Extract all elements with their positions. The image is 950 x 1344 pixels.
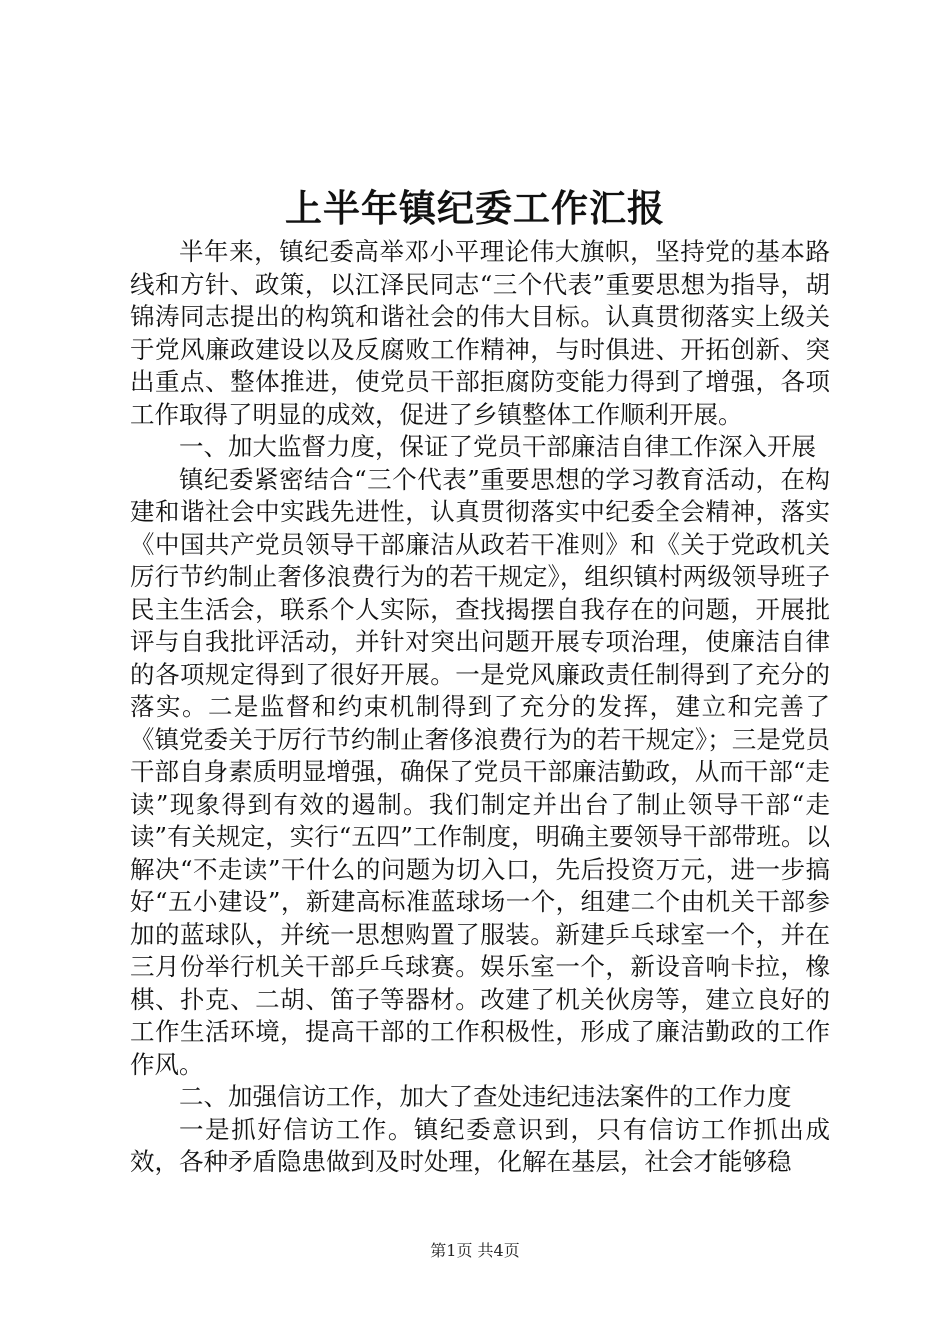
section-heading-2: 二、加强信访工作，加大了查处违纪违法案件的工作力度 [179, 1082, 792, 1111]
document-body [130, 236, 830, 1179]
document-title: 上半年镇纪委工作汇报 [285, 186, 665, 230]
section-2-paragraph: 一是抓好信访工作。镇纪委意识到，只有信访工作抓出成效，各种矛盾隐患做到及时处理，化解在基层，社会才能够稳 [130, 1114, 830, 1176]
page-number-footer: 第1页 共4页 [430, 1241, 520, 1260]
section-heading-1: 一、加大监督力度，保证了党员干部廉洁自律工作深入开展 [179, 432, 816, 461]
section-1-paragraph: 镇纪委紧密结合“三个代表”重要思想的学习教育活动，在构建和谐社会中实践先进性，认真贯彻落实中纪委全会精神，落实《中国共产党员领导干部廉洁从政若干准则》和《关于党政机关厉行节约制止奢侈浪费行为的若干规定》，组织镇村两级领导班子民主生活会，联系个人实际，查找揭摆自我存在的问题，开展批评与自我批评活动，并针对突出问题开展专项治理，使廉洁自律的各项规定得到了很好开展。一是党风廉政责任制得到了充分的落实。二是监督和约束机制得到了充分的发挥，建立和完善了《镇党委关于厉行节约制止奢侈浪费行为的若干规定》；三是党员干部自身素质明显增强，确保了党员干部廉洁勤政，从而干部“走读”现象得到有效的遏制。我们制定并出台了制止领导干部“走读”有关规定，实行“五四”工作制度，明确主要领导干部带班。以解决“不走读”干什么的问题为切入口，先后投资万元，进一步搞好“五小建设”，新建高标准蓝球场一个，组建二个由机关干部参加的蓝球队，并统一思想购置了服装。新建乒乓球室一个，并在三月份举行机关干部乒乓球赛。娱乐室一个，新设音响卡拉，橡棋、扑克、二胡、笛子等器材。改建了机关伙房等，建立良好的工作生活环境，提高干部的工作积极性，形成了廉洁勤政的工作作风。 [130, 464, 830, 1079]
intro-paragraph: 半年来，镇纪委高举邓小平理论伟大旗帜，坚持党的基本路线和方针、政策，以江泽民同志“三个代表”重要思想为指导，胡锦涛同志提出的构筑和谐社会的伟大目标。认真贯彻落实上级关于党风廉政建设以及反腐败工作精神，与时俱进、开拓创新、突出重点、整体推进，使党员干部拒腐防变能力得到了增强，各项工作取得了明显的成效，促进了乡镇整体工作顺利开展。 [130, 237, 830, 429]
